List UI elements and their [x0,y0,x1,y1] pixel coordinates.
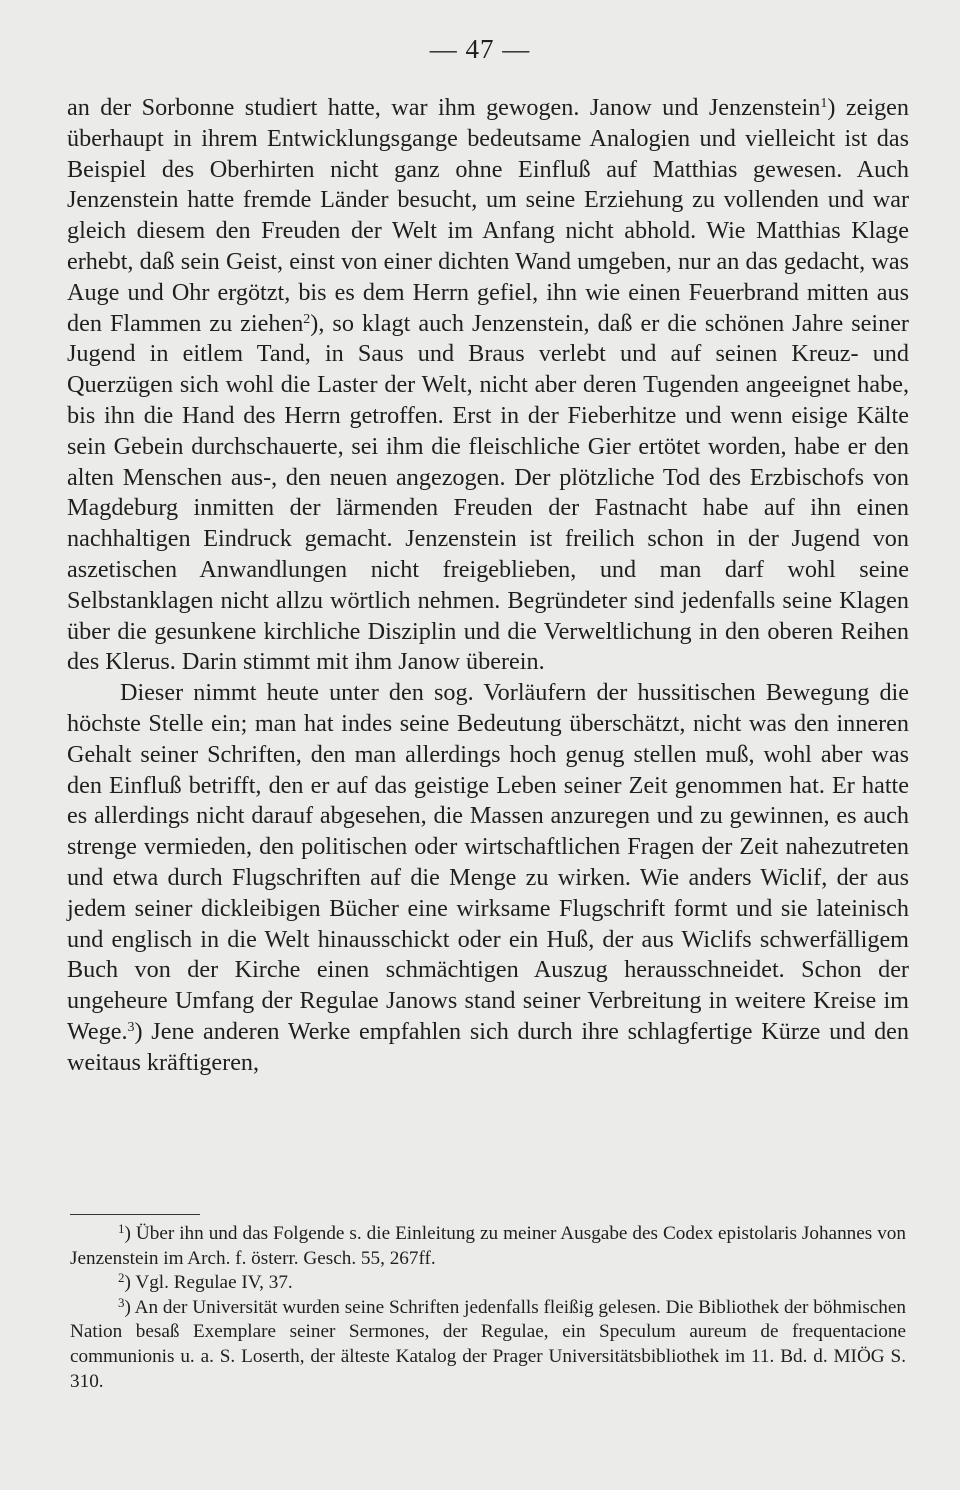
text-segment: an der Sorbonne studiert hatte, war ihm gewogen. Janow und Jenzenstein [67,94,821,121]
footnotes [70,1222,906,1394]
footnote-ref-2[interactable]: 2 [303,311,311,327]
body-text [67,93,909,1079]
footnote-2 [70,1271,906,1296]
footnote-text: ) Über ihn und das Folgende s. die Einleitung zu meiner Ausgabe des Codex epistolaris Johannes von Jenzenstein im Arch. f. österr. Gesch. 55, 267ff. [70,1223,906,1269]
footnote-mark: 2 [118,1270,125,1286]
paragraph-1 [67,93,909,678]
footnote-ref-3[interactable]: 3 [127,1019,135,1035]
footnote-text: ) An der Universität wurden seine Schriften jedenfalls fleißig gelesen. Die Bibliothek der böhmischen Nation besaß Exemplare seiner Sermones, der Regulae, ein Speculum aureum de frequentacione communionis u. a. S. Loserth, der älteste Katalog der Prager Universitätsbibliothek im 11. Bd. d. MIÖG S. 310. [70,1296,906,1392]
text-segment: ) Jene anderen Werke empfahlen sich durch ihre schlagfertige Kürze und den weitaus kräftigeren, [67,1017,909,1076]
footnote-text: ) Vgl. Regulae IV, 37. [124,1272,293,1294]
text-segment: ), so klagt auch Jenzenstein, daß er die schönen Jahre seiner Jugend in eitlem Tand, in Saus und Braus verlebt und auf seinen Kreuz- und Querzügen sich wohl die Laster der Welt, nicht aber deren Tugenden angeeignet habe, bis ihn die Hand des Herrn getroffen. Erst in der Fieberhitze und wenn eisige Kälte sein Gebein durchschauerte, sei ihm die fleischliche Gier ertötet worden, habe er den alten Menschen aus-, den neuen angezogen. Der plötzliche Tod des Erzbischofs von Magdeburg inmitten der lärmenden Freuden der Fastnacht habe auf ihn einen nachhaltigen Eindruck gemacht. Jenzenstein ist freilich schon in der Jugend von aszetischen Anwandlungen nicht freigeblieben, und man darf wohl seine Selbstanklagen nicht allzu wörtlich nehmen. Begründeter sind jedenfalls seine Klagen über die gesunkene kirchliche Disziplin und die Verweltlichung in den oberen Reihen des Klerus. Darin stimmt mit ihm Janow überein. [67,309,909,676]
page-number: — 47 — [429,34,531,64]
footnote-1 [70,1222,906,1271]
text-segment: Dieser nimmt heute unter den sog. Vorläufern der hussitischen Bewegung die höchste Stelle ein; man hat indes seine Bedeutung überschätzt, nicht was den inneren Gehalt seiner Schriften, den man allerdings hoch genug stellen muß, wohl aber was den Einfluß betrifft, den er auf das geistige Leben seiner Zeit genommen hat. Er hatte es allerdings nicht darauf abgesehen, die Massen anzuregen und zu gewinnen, es auch strenge vermieden, den politischen oder wirtschaftlichen Fragen der Zeit nahezutreten und etwa durch Flugschriften auf die Menge zu wirken. Wie anders Wiclif, der aus jedem seiner dickleibigen Bücher eine wirksame Flugschrift formt und sie lateinisch und englisch in die Welt hinausschickt oder ein Huß, der aus Wiclifs schwerfälligem Buch von der Kirche einen schmächtigen Auszug herausschneidet. Schon der ungeheure Umfang der Regulae Janows stand seiner Verbreitung in weitere Kreise im Wege. [67,679,909,1045]
footnote-3 [70,1296,906,1394]
footnote-mark: 3 [118,1294,125,1310]
text-segment: ) zeigen überhaupt in ihrem Entwicklungsgange bedeutsame Analogien und vielleicht ist das Beispiel des Oberhirten nicht ganz ohne Einfluß auf Matthias gewesen. Auch Jenzenstein hatte fremde Länder besucht, um seine Erziehung zu vollenden und war gleich diesem den Freuden der Welt im Anfang nicht abhold. Wie Matthias Klage erhebt, daß sein Geist, einst von einer dichten Wand umgeben, nur an das gedacht, was Auge und Ohr ergötzt, bis es dem Herrn gefiel, ihn wie einen Feuerbrand mitten aus den Flammen zu ziehen [67,94,909,337]
footnote-mark: 1 [118,1221,125,1236]
paragraph-2 [67,678,909,1078]
footnote-divider [70,1214,200,1215]
footnote-ref-1[interactable]: 1 [820,96,828,111]
